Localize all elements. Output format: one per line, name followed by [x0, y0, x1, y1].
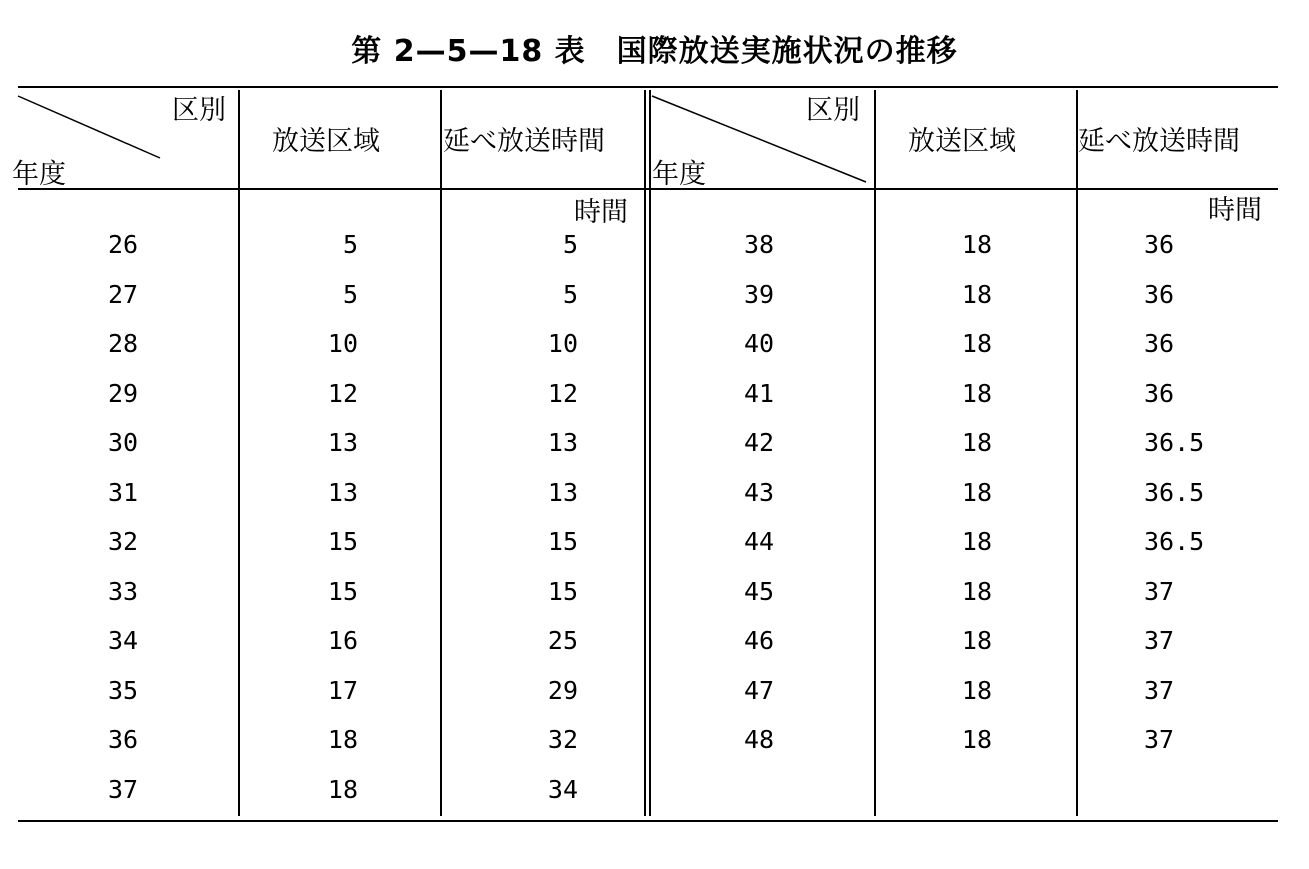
right-year-cell: 42 — [744, 428, 775, 457]
right-area-cell: 18 — [961, 378, 992, 408]
right-area-cell: 18 — [961, 428, 992, 457]
left-hours-cell: 32 — [547, 725, 578, 754]
left-year-cell: 33 — [108, 576, 139, 606]
left-hours-cell: 5 — [562, 230, 578, 259]
right-area-cell: 18 — [961, 477, 992, 507]
left-year-cell: 29 — [108, 378, 139, 408]
left-area-cell: 18 — [327, 774, 358, 804]
left-year-cell: 28 — [108, 329, 139, 358]
right-hours-cell: 37 — [1144, 626, 1175, 655]
left-hours-cell: 10 — [547, 329, 578, 358]
right-hours-cell: 37 — [1144, 675, 1175, 705]
left-area-cell: 13 — [327, 477, 358, 507]
left-year-cell: 31 — [108, 477, 139, 507]
left-area-cell: 5 — [342, 279, 358, 309]
right-area-cell: 18 — [961, 725, 992, 754]
left-hours-cell: 5 — [562, 279, 578, 309]
right-area-cell: 18 — [961, 279, 992, 309]
left-year-cell: 27 — [108, 279, 139, 309]
left-area-cell: 15 — [327, 527, 358, 556]
right-year-cell: 40 — [744, 329, 775, 358]
left-area-cell: 5 — [342, 230, 358, 259]
right-header-nendo: 年度 — [652, 159, 706, 190]
right-year-cell: 41 — [744, 378, 775, 408]
left-unit-label: 時間 — [574, 197, 628, 228]
left-year-cell: 37 — [108, 774, 139, 804]
right-area-cell: 18 — [961, 576, 992, 606]
left-year-cell: 35 — [108, 675, 139, 705]
left-header-area: 放送区域 — [272, 126, 380, 157]
right-hours-cell: 36 — [1144, 329, 1175, 358]
left-hours-cell: 29 — [547, 675, 578, 705]
right-year-cell: 43 — [744, 477, 775, 507]
right-hours-cell: 37 — [1144, 725, 1175, 754]
left-year-cell: 34 — [108, 626, 139, 655]
right-area-cell: 18 — [961, 626, 992, 655]
left-hours-cell: 15 — [547, 576, 578, 606]
left-hours-cell: 13 — [547, 428, 578, 457]
page-title: 第 2—5—18 表 国際放送実施状況の推移 — [351, 34, 958, 69]
right-year-cell: 38 — [744, 230, 775, 259]
left-hours-cell: 12 — [547, 378, 578, 408]
right-unit-label: 時間 — [1208, 195, 1262, 226]
left-hours-cell: 34 — [547, 774, 578, 804]
right-hours-cell: 36.5 — [1144, 477, 1205, 507]
left-area-cell: 16 — [327, 626, 358, 655]
left-header-nendo: 年度 — [12, 159, 66, 190]
right-hours-cell: 36 — [1144, 279, 1175, 309]
left-header-kubetsu: 区別 — [172, 95, 226, 126]
right-hours-cell: 36.5 — [1144, 428, 1205, 457]
right-hours-cell: 36 — [1144, 230, 1175, 259]
left-area-cell: 15 — [327, 576, 358, 606]
left-area-cell: 17 — [327, 675, 358, 705]
right-hours-cell: 36 — [1144, 378, 1175, 408]
left-area-cell: 12 — [327, 378, 358, 408]
right-area-cell: 18 — [961, 675, 992, 705]
right-hours-cell: 36.5 — [1144, 527, 1205, 556]
left-area-cell: 10 — [327, 329, 358, 358]
right-area-cell: 18 — [961, 230, 992, 259]
right-year-cell: 44 — [744, 527, 775, 556]
right-hours-cell: 37 — [1144, 576, 1175, 606]
left-header-hours: 延べ放送時間 — [443, 126, 605, 157]
left-hours-cell: 15 — [547, 527, 578, 556]
right-area-cell: 18 — [961, 527, 992, 556]
right-year-cell: 47 — [744, 675, 775, 705]
right-header-kubetsu: 区別 — [806, 95, 860, 126]
left-area-cell: 13 — [327, 428, 358, 457]
left-year-cell: 36 — [108, 725, 139, 754]
left-hours-cell: 25 — [547, 626, 578, 655]
right-header-hours: 延べ放送時間 — [1078, 126, 1240, 157]
right-year-cell: 39 — [744, 279, 775, 309]
left-diagonal — [18, 96, 160, 158]
right-header-area: 放送区域 — [908, 126, 1016, 157]
left-year-cell: 30 — [108, 428, 139, 457]
left-hours-cell: 13 — [547, 477, 578, 507]
left-area-cell: 18 — [327, 725, 358, 754]
left-year-cell: 26 — [108, 230, 139, 259]
right-year-cell: 46 — [744, 626, 775, 655]
right-area-cell: 18 — [961, 329, 992, 358]
left-year-cell: 32 — [108, 527, 139, 556]
right-year-cell: 45 — [744, 576, 775, 606]
right-year-cell: 48 — [744, 725, 775, 754]
